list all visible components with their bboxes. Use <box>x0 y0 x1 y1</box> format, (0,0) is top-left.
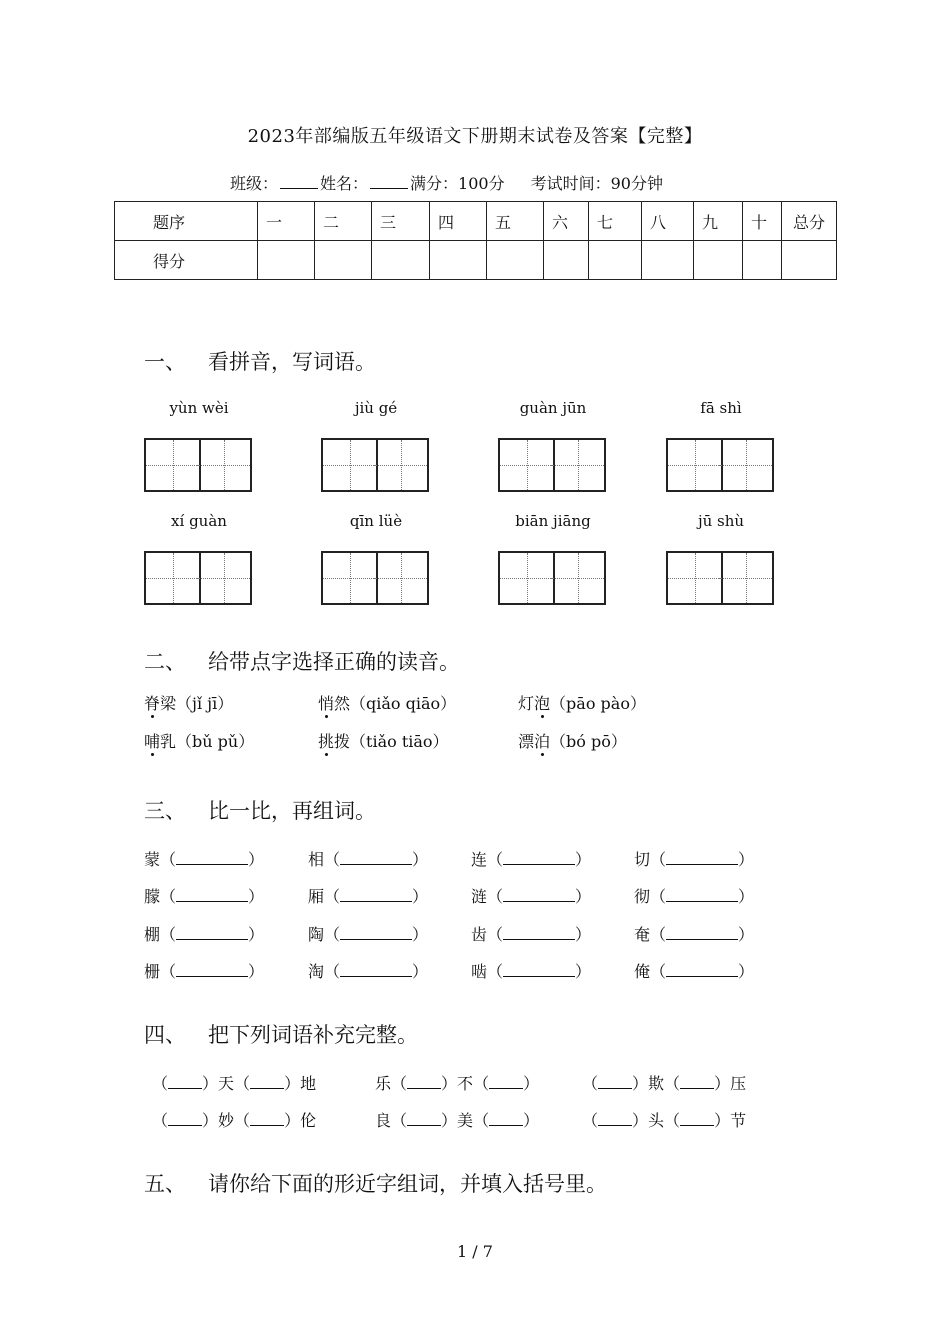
table-cell: 一 <box>258 202 315 241</box>
score-table-header-row <box>115 202 837 241</box>
exam-info-line <box>230 171 663 194</box>
exam-time: 考试时间：90分钟 <box>530 174 663 193</box>
compare-item: 齿（ ） <box>471 925 592 944</box>
compare-item: 连（ ） <box>471 850 592 869</box>
table-cell: 六 <box>544 202 589 241</box>
page-title: 2023年部编版五年级语文下册期末试卷及答案【完整】 <box>247 126 703 147</box>
compare-item: 蒙（ ） <box>144 850 265 869</box>
table-cell: 七 <box>589 202 642 241</box>
pinyin-label: fā shì <box>700 399 742 417</box>
compare-item: 俺（ ） <box>634 962 755 981</box>
idiom-item: （ ）妙（ ）伦 <box>152 1111 317 1130</box>
name-label: 姓名： <box>320 174 369 193</box>
compare-item: 相（ ） <box>308 850 429 869</box>
writing-grid[interactable] <box>144 551 252 605</box>
writing-grid[interactable] <box>321 551 429 605</box>
score-cell[interactable] <box>544 241 589 280</box>
table-cell: 总分 <box>782 202 837 241</box>
writing-grid[interactable] <box>144 438 252 492</box>
writing-grid[interactable] <box>498 551 606 605</box>
section-5-heading: 五、 请你给下面的形近字组词，并填入括号里。 <box>144 1172 607 1196</box>
score-table <box>114 201 837 280</box>
idiom-item: 良（ ）美（ ） <box>375 1111 540 1130</box>
compare-item: 淘（ ） <box>308 962 429 981</box>
writing-grid[interactable] <box>321 438 429 492</box>
reading-item: 脊梁（jǐ jī） <box>144 694 234 713</box>
writing-grid[interactable] <box>666 551 774 605</box>
score-cell[interactable] <box>642 241 694 280</box>
compare-item: 厢（ ） <box>308 887 429 906</box>
table-cell: 八 <box>642 202 694 241</box>
compare-item: 陶（ ） <box>308 925 429 944</box>
score-cell[interactable] <box>258 241 315 280</box>
score-cell[interactable] <box>315 241 372 280</box>
table-cell: 五 <box>487 202 544 241</box>
table-cell: 九 <box>694 202 743 241</box>
table-cell: 十 <box>743 202 782 241</box>
table-cell: 四 <box>430 202 487 241</box>
idiom-item: （ ）欺（ ）压 <box>582 1074 747 1093</box>
compare-item: 涟（ ） <box>471 887 592 906</box>
pinyin-label: guàn jūn <box>519 399 587 417</box>
score-cell[interactable] <box>430 241 487 280</box>
table-cell: 得分 <box>115 241 258 280</box>
compare-item: 棚（ ） <box>144 925 265 944</box>
score-cell[interactable] <box>487 241 544 280</box>
writing-grid[interactable] <box>498 438 606 492</box>
full-score: 满分：100分 <box>410 174 505 193</box>
score-table-score-row <box>115 241 837 280</box>
class-label: 班级： <box>230 174 279 193</box>
section-1-heading: 一、 看拼音，写词语。 <box>144 350 376 374</box>
compare-item: 栅（ ） <box>144 962 265 981</box>
reading-item: 悄然（qiǎo qiāo） <box>318 694 457 713</box>
section-4-heading: 四、 把下列词语补充完整。 <box>144 1023 418 1047</box>
writing-grid[interactable] <box>666 438 774 492</box>
idiom-item: （ ）头（ ）节 <box>582 1111 747 1130</box>
compare-item: 彻（ ） <box>634 887 755 906</box>
reading-item: 漂泊（bó pō） <box>518 732 627 751</box>
idiom-item: （ ）天（ ）地 <box>152 1074 317 1093</box>
name-blank[interactable] <box>370 174 408 189</box>
compare-item: 切（ ） <box>634 850 755 869</box>
compare-item: 啮（ ） <box>471 962 592 981</box>
score-cell[interactable] <box>743 241 782 280</box>
score-cell[interactable] <box>782 241 837 280</box>
section-3-heading: 三、 比一比，再组词。 <box>144 799 376 823</box>
reading-item: 哺乳（bǔ pǔ） <box>144 732 255 751</box>
table-cell: 题序 <box>115 202 258 241</box>
pinyin-label: qīn lüè <box>349 512 403 530</box>
compare-item: 朦（ ） <box>144 887 265 906</box>
pinyin-label: yùn wèi <box>169 399 229 417</box>
table-cell: 三 <box>372 202 430 241</box>
score-cell[interactable] <box>694 241 743 280</box>
table-cell: 二 <box>315 202 372 241</box>
section-2-heading: 二、 给带点字选择正确的读音。 <box>144 650 460 674</box>
page-number: 1 / 7 <box>457 1242 493 1261</box>
score-cell[interactable] <box>589 241 642 280</box>
idiom-item: 乐（ ）不（ ） <box>375 1074 540 1093</box>
reading-item: 挑拨（tiǎo tiāo） <box>318 732 449 751</box>
pinyin-label: biān jiāng <box>515 512 591 530</box>
score-cell[interactable] <box>372 241 430 280</box>
pinyin-label: jū shù <box>697 512 745 530</box>
pinyin-label: xí guàn <box>171 512 227 530</box>
compare-item: 奄（ ） <box>634 925 755 944</box>
pinyin-label: jiù gé <box>354 399 398 417</box>
reading-item: 灯泡（pāo pào） <box>518 694 646 713</box>
class-blank[interactable] <box>280 174 318 189</box>
